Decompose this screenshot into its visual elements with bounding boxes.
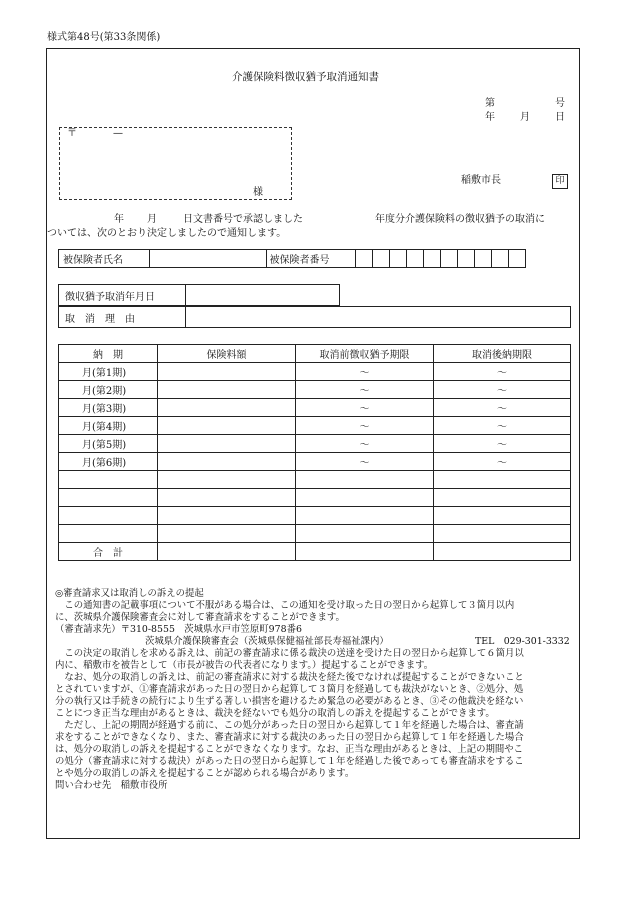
- table-row: [59, 453, 571, 471]
- cancel-reason-label: 取 消 理 由: [59, 307, 186, 328]
- note-line: この通知書の記載事項について不服がある場合は、この通知を受け取った日の翌日から起算して３箇月以内: [55, 600, 515, 611]
- after-deadline-cell: 〜: [434, 363, 571, 381]
- table-row-empty: [59, 507, 571, 525]
- header-cell: 保険料額: [158, 345, 296, 363]
- form-number: 様式第48号(第33条関係): [47, 32, 161, 43]
- header-cell: 取消後納期限: [434, 345, 571, 363]
- after-deadline-cell: 〜: [434, 399, 571, 417]
- ref-go: 号: [555, 98, 565, 109]
- note-line: 求をすることができなくなり、また、審査請求に対する裁決のあった日の翌日から起算して１年を経過した場合: [55, 732, 524, 743]
- note-line: ことにつき正当な理由があるときは、裁決を経ないでも処分の取消しの訴えを提起することができます。: [55, 708, 495, 719]
- cancel-date-label: 徴収猶予取消年月日: [59, 285, 186, 306]
- date-hi: 日: [555, 112, 565, 123]
- insured-name-label: 被保険者氏名: [59, 250, 150, 268]
- period-label: 月(第6期): [59, 453, 158, 471]
- before-deadline-cell: 〜: [296, 381, 434, 399]
- table-row: [59, 417, 571, 435]
- intro-line2: ついては、次のとおり決定しましたので通知します。: [47, 228, 287, 239]
- amount-cell: [158, 417, 296, 435]
- period-label: 月(第5期): [59, 435, 158, 453]
- note-line: なお、処分の取消しの訴えは、前記の審査請求に対する裁決を経た後でなければ提起することができないこと: [55, 672, 524, 683]
- amount-cell: [158, 363, 296, 381]
- note-line: 茨城県介護保険審査会（茨城県保健福祉部長寿福祉課内）: [145, 636, 389, 647]
- issuer-name: 稲敷市長: [461, 175, 501, 186]
- amount-cell: [158, 399, 296, 417]
- intro-nen: 年: [114, 214, 124, 225]
- period-label: 月(第2期): [59, 381, 158, 399]
- note-line: とされていますが、①審査請求があった日の翌日から起算して３箇月を経過しても裁決がないとき、②処分、処: [55, 684, 524, 695]
- postal-mark: 〒: [67, 128, 77, 139]
- cancel-date-value: [186, 285, 340, 306]
- date-nen: 年: [485, 112, 495, 123]
- note-line: （審査請求先）〒310-8555 茨城県水戸市笠原町978番6: [55, 624, 302, 635]
- note-line: とや処分の取消しの訴えを提起することが認められる場合があります。: [55, 768, 355, 779]
- insured-table: [58, 249, 526, 268]
- seal-mark: 印: [552, 174, 568, 189]
- note-line: 内に、稲敷市を被告として（市長が被告の代表者になります。）提起することができます。: [55, 660, 434, 671]
- address-sama: 様: [253, 187, 263, 198]
- ref-dai: 第: [485, 98, 495, 109]
- before-deadline-cell: 〜: [296, 399, 434, 417]
- table-row: [59, 399, 571, 417]
- amount-cell: [158, 381, 296, 399]
- insured-number-digit: [491, 250, 508, 268]
- table-row-empty: [59, 471, 571, 489]
- insured-number-digit: [356, 250, 373, 268]
- table-row-empty: [59, 489, 571, 507]
- table-header-row: [59, 345, 571, 363]
- insured-number-digit: [475, 250, 492, 268]
- header-cell: 取消前徴収猶予期限: [296, 345, 434, 363]
- insured-number-digit: [407, 250, 424, 268]
- intro-approved: 日文書番号で承認しました: [183, 214, 303, 225]
- cancel-reason-table: [58, 306, 571, 328]
- note-line: この決定の取消しを求める訴えは、前記の審査請求に係る裁決の送達を受けた日の翌日から起算して６箇月以: [55, 648, 524, 659]
- table-row-empty: [59, 525, 571, 543]
- table-total-row: [59, 543, 571, 561]
- after-deadline-cell: 〜: [434, 435, 571, 453]
- amount-cell: [158, 453, 296, 471]
- insured-number-digit: [441, 250, 458, 268]
- table-row: [59, 363, 571, 381]
- period-label: 月(第4期): [59, 417, 158, 435]
- note-line: に、茨城県介護保険審査会に対して審査請求をすることができます。: [55, 612, 345, 623]
- table-row: [59, 435, 571, 453]
- period-label: 月(第3期): [59, 399, 158, 417]
- intro-tsuki: 月: [147, 214, 157, 225]
- insured-number-digit: [458, 250, 475, 268]
- payment-periods-table: [58, 344, 571, 561]
- period-label: 月(第1期): [59, 363, 158, 381]
- after-deadline-cell: 〜: [434, 453, 571, 471]
- total-label: 合 計: [59, 543, 158, 561]
- intro-fiscal: 年度分介護保険料の徴収猶予の取消に: [375, 214, 545, 225]
- postal-dash: —: [113, 128, 123, 139]
- before-deadline-cell: 〜: [296, 363, 434, 381]
- note-line: TEL 029-301-3332: [475, 636, 570, 647]
- document-title: 介護保険料徴収猶予取消通知書: [232, 71, 379, 83]
- cancel-reason-value: [186, 307, 571, 328]
- note-line: の処分（審査請求に対する裁決）があった日の翌日から起算して１年を経過した後であっても審査請求をするこ: [55, 756, 524, 767]
- after-deadline-cell: 〜: [434, 417, 571, 435]
- date-tsuki: 月: [520, 112, 530, 123]
- notes-heading: ◎審査請求又は取消しの訴えの提起: [55, 588, 204, 599]
- before-deadline-cell: 〜: [296, 435, 434, 453]
- amount-cell: [158, 435, 296, 453]
- insured-number-digit: [508, 250, 525, 268]
- note-line: 分の執行又は手続きの続行により生ずる著しい損害を避けるため緊急の必要があるとき、③その他裁決を経ない: [55, 696, 524, 707]
- insured-number-digit: [390, 250, 407, 268]
- note-line: は、処分の取消しの訴えを提起することができなくなります。なお、正当な理由があるときは、上記の期間やこ: [55, 744, 524, 755]
- before-deadline-cell: 〜: [296, 453, 434, 471]
- table-row: [59, 381, 571, 399]
- note-line: ただし、上記の期間が経過する前に、この処分があった日の翌日から起算して１年を経過した場合は、審査請: [55, 720, 524, 731]
- insured-number-digit: [373, 250, 390, 268]
- header-cell: 納 期: [59, 345, 158, 363]
- insured-number-label: 被保険者番号: [266, 250, 356, 268]
- cancel-date-table: [58, 284, 340, 306]
- total-amount-cell: [158, 543, 296, 561]
- after-deadline-cell: 〜: [434, 381, 571, 399]
- insured-number-digit: [424, 250, 441, 268]
- contact-line: 問い合わせ先 稲敷市役所: [55, 780, 168, 791]
- insured-name-cell: [149, 250, 266, 268]
- before-deadline-cell: 〜: [296, 417, 434, 435]
